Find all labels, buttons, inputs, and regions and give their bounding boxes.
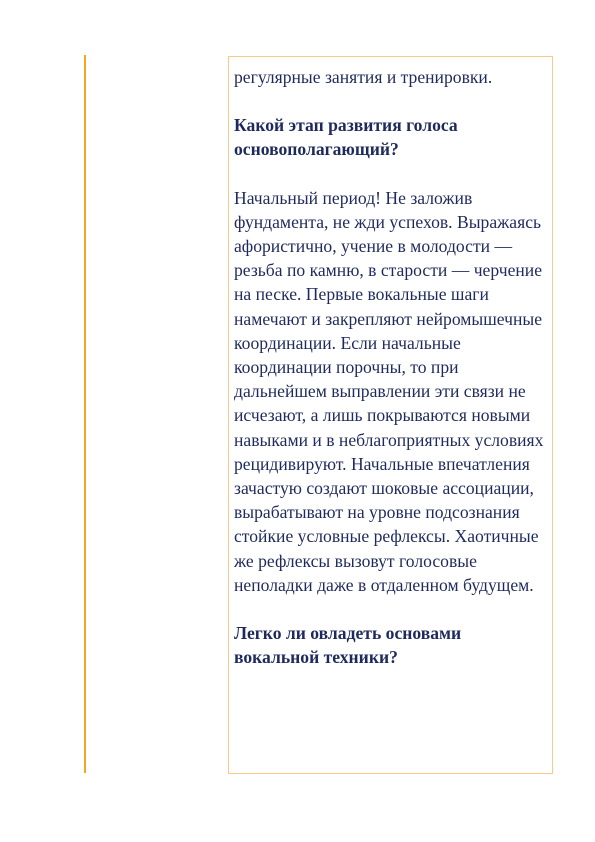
question-heading-1: Какой этап развития голоса основополагающий? — [234, 115, 458, 160]
question-heading-2: Легко ли овладеть основами вокальной техники? — [234, 623, 462, 668]
text-column — [228, 56, 553, 774]
answer-paragraph-1: Начальный период! Не заложив фундамента, не жди успехов. Выражаясь афористично, учение в молодости — резьба по камню, в старости — черчение на песке. Первые вокальные шаги намечают и закрепляют нейромышечные координации. Если начальные координации порочны, то при дальнейшем выправлении эти связи не исчезают, а лишь покрываются новыми навыками и в неблагоприятных условиях рецидивируют. Начальные впечатления зачастую создают шоковые ассоциации, вырабатывают на уровне подсознания стойкие условные рефлексы. Хаотичные же рефлексы вызовут голосовые неполадки даже в отдаленном будущем. — [234, 187, 544, 595]
intro-fragment: регулярные занятия и тренировки. — [234, 67, 493, 87]
margin-line — [84, 55, 86, 773]
